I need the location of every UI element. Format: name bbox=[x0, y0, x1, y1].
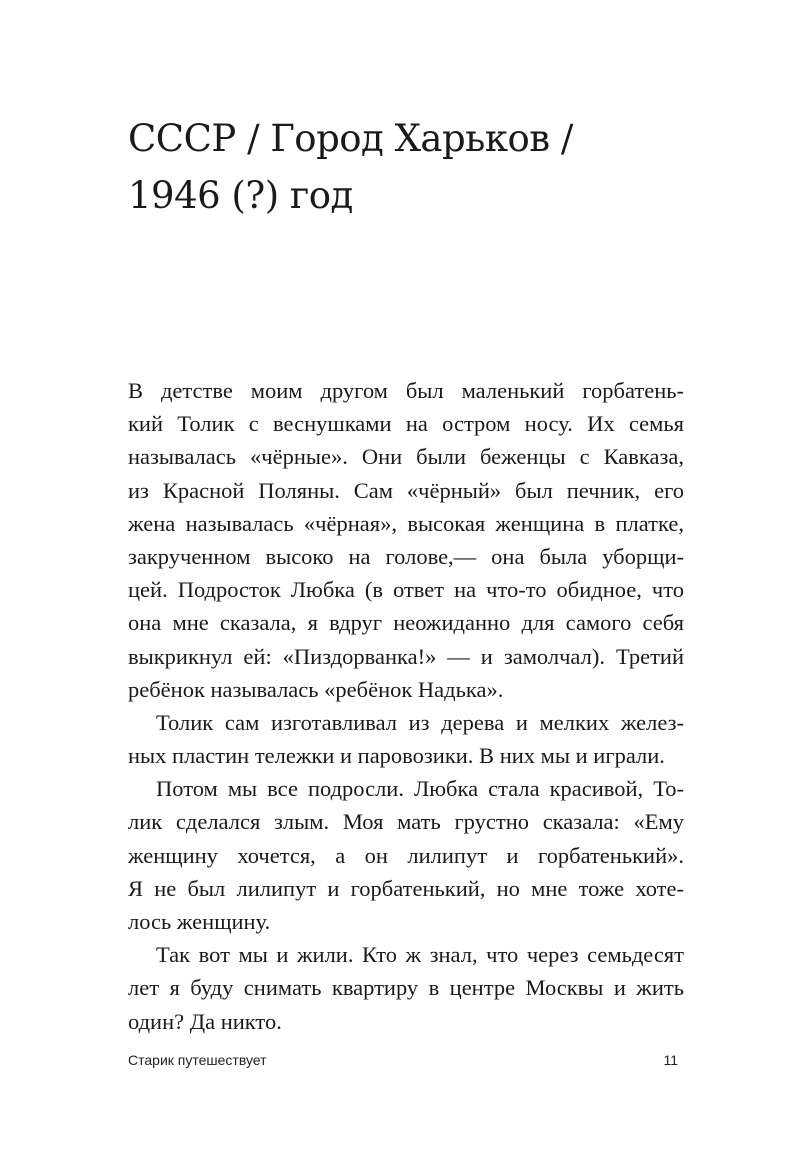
paragraph-3 bbox=[128, 772, 684, 938]
page-footer bbox=[128, 1052, 678, 1072]
text-line: цей. Подросток Любка (в ответ на что-то обидное, что bbox=[128, 577, 684, 603]
text-line: один? Да никто. bbox=[128, 1008, 282, 1034]
page-number: 11 bbox=[663, 1052, 678, 1068]
text-line: закрученном высоко на голове,— она была уборщи- bbox=[128, 543, 684, 569]
text-line: выкрикнул ей: «Пиздорванка!» — и замолчал). Третий bbox=[128, 643, 684, 669]
text-line: Так вот мы и жили. Кто ж знал, что через семьдесят bbox=[156, 942, 684, 968]
text-line: лось женщину. bbox=[128, 909, 271, 934]
text-line: ных пластин тележки и паровозики. В них мы и играли. bbox=[128, 743, 665, 769]
paragraph-2 bbox=[128, 706, 684, 772]
text-line: ребёнок называлась «ребёнок Надька». bbox=[128, 676, 504, 702]
text-line: называлась «чёрные». Они были беженцы с Кавказа, bbox=[128, 444, 684, 470]
text-line: В детстве моим другом был маленький горбатень- bbox=[128, 378, 684, 403]
text-line: Толик сам изготавливал из дерева и мелких желез- bbox=[156, 709, 684, 735]
text-line: жена называлась «чёрная», высокая женщина в платке, bbox=[128, 510, 684, 536]
text-line: она мне сказала, я вдруг неожиданно для самого себя bbox=[128, 610, 684, 636]
chapter-title-line-1: СССР / Город Харьков / bbox=[128, 117, 573, 160]
chapter-title bbox=[128, 110, 688, 224]
text-line: лет я буду снимать квартиру в центре Москвы и жить bbox=[128, 975, 684, 1001]
text-line: Я не был лилипут и горбатенький, но мне тоже хоте- bbox=[128, 875, 684, 901]
paragraph-4 bbox=[128, 938, 684, 1038]
paragraph-1 bbox=[128, 374, 684, 706]
chapter-title-line-2: 1946 (?) год bbox=[128, 174, 353, 217]
running-title: Старик путешествует bbox=[128, 1052, 267, 1068]
body-text bbox=[128, 374, 684, 1038]
text-line: кий Толик с веснушками на остром носу. Их семья bbox=[128, 411, 684, 437]
text-line: лик сделался злым. Моя мать грустно сказала: «Ему bbox=[128, 809, 684, 835]
text-line: Потом мы все подросли. Любка стала красивой, То- bbox=[156, 776, 684, 802]
text-line: женщину хочется, а он лилипут и горбатенький». bbox=[128, 842, 684, 868]
text-line: из Красной Поляны. Сам «чёрный» был печник, его bbox=[128, 477, 684, 503]
